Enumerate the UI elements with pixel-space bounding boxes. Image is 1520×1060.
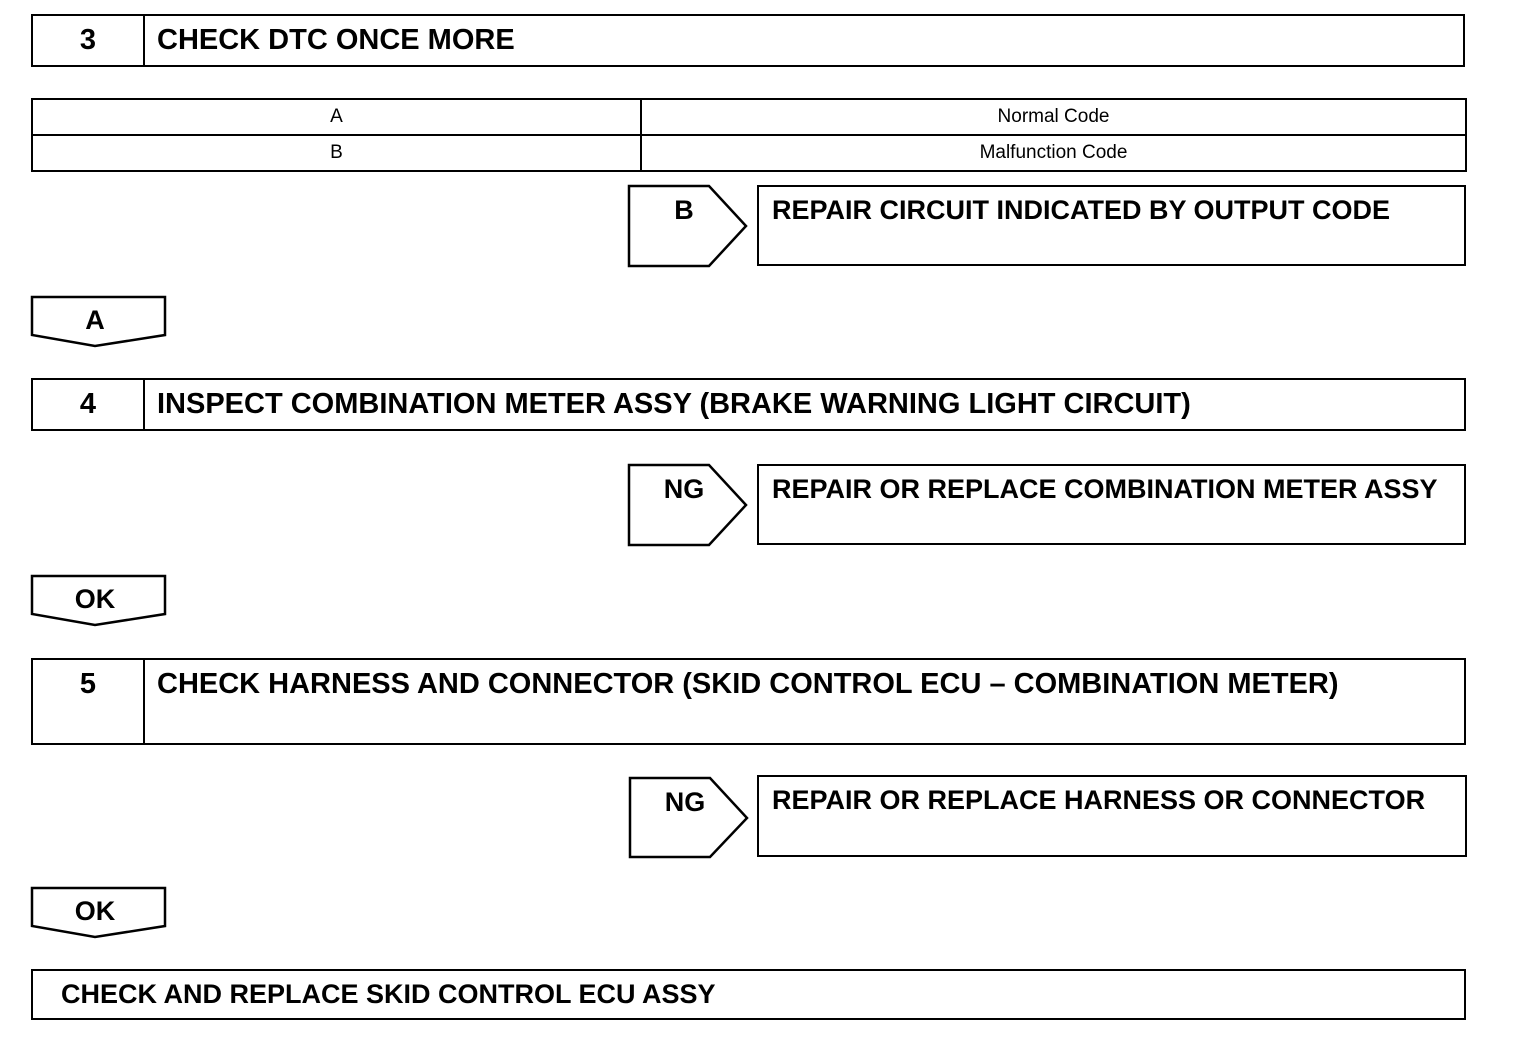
final-action-box: CHECK AND REPLACE SKID CONTROL ECU ASSY (31, 969, 1466, 1020)
step-3-box (31, 14, 1465, 67)
flow-arrow-ok (0, 0, 1, 1)
flow-label: A (85, 305, 105, 335)
step-5-box (31, 658, 1466, 745)
branch-action-box: REPAIR CIRCUIT INDICATED BY OUTPUT CODE (757, 185, 1466, 266)
table-cell-result: A (32, 99, 641, 135)
table-cell-result: B (32, 135, 641, 171)
step-title: CHECK DTC ONCE MORE (157, 24, 515, 56)
flow-label: OK (74, 896, 116, 926)
branch-label: NG (664, 787, 706, 817)
result-table (31, 98, 1467, 172)
branch-label: B (674, 195, 694, 225)
step-title: CHECK HARNESS AND CONNECTOR (SKID CONTROL ECU – COMBINATION METER) (157, 668, 1339, 700)
step-number: 3 (33, 16, 145, 65)
step-title: INSPECT COMBINATION METER ASSY (BRAKE WARNING LIGHT CIRCUIT) (157, 388, 1191, 420)
table-cell-condition: Normal Code (641, 99, 1466, 135)
step-number: 4 (33, 380, 145, 429)
step-4-box (31, 378, 1466, 431)
branch-action-box: REPAIR OR REPLACE COMBINATION METER ASSY (757, 464, 1466, 545)
branch-label: NG (663, 474, 705, 504)
table-cell-condition: Malfunction Code (641, 135, 1466, 171)
table-row (32, 99, 1466, 135)
table-row (32, 135, 1466, 171)
branch-action-box: REPAIR OR REPLACE HARNESS OR CONNECTOR (757, 775, 1467, 857)
flow-label: OK (74, 584, 116, 614)
step-number: 5 (33, 660, 145, 743)
